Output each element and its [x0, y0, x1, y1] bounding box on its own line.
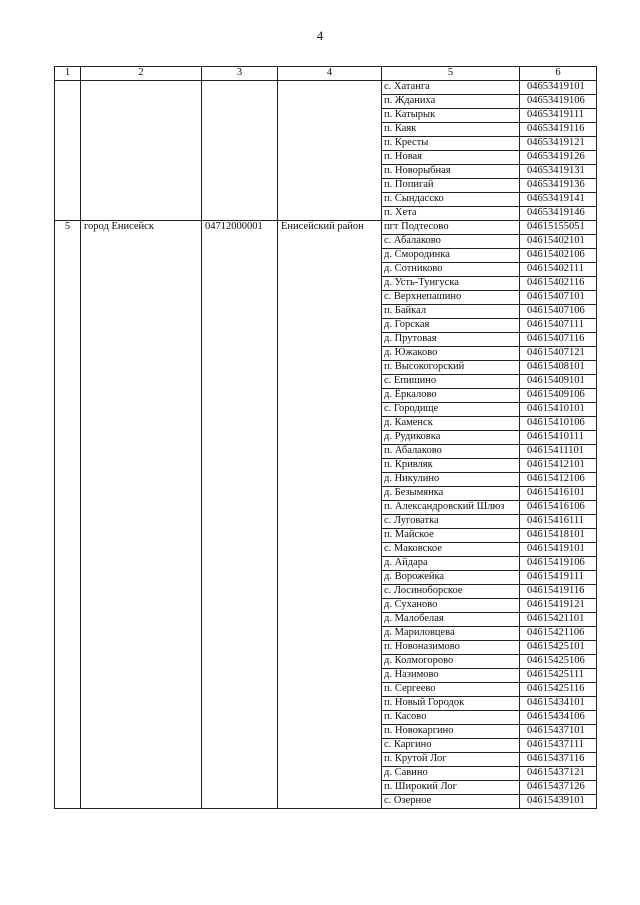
code-cell: 04615437101 [520, 725, 597, 739]
header-col-4: 4 [278, 67, 382, 81]
code-cell: 04615408101 [520, 361, 597, 375]
code-cell: 04615412106 [520, 473, 597, 487]
empty-cell [202, 81, 278, 221]
header-col-3: 3 [202, 67, 278, 81]
settlement-cell: д. Усть-Тунгуска [382, 277, 520, 291]
code-cell: 04615410106 [520, 417, 597, 431]
code-cell: 04653419121 [520, 137, 597, 151]
city-cell: город Енисейск [81, 221, 202, 809]
settlement-cell: д. Никулино [382, 473, 520, 487]
code-cell: 04615407111 [520, 319, 597, 333]
settlement-cell: д. Ворожейка [382, 571, 520, 585]
header-col-2: 2 [81, 67, 202, 81]
settlement-cell: п. Новый Городок [382, 697, 520, 711]
settlement-cell: п. Майское [382, 529, 520, 543]
code-cell: 04615425101 [520, 641, 597, 655]
code-cell: 04615411101 [520, 445, 597, 459]
code-cell: 04615419121 [520, 599, 597, 613]
code-cell: 04615407116 [520, 333, 597, 347]
code-cell: 04615418101 [520, 529, 597, 543]
code-cell: 04615410111 [520, 431, 597, 445]
header-col-1: 1 [55, 67, 81, 81]
settlement-cell: д. Суханово [382, 599, 520, 613]
page-number: 4 [316, 28, 324, 43]
settlement-cell: с. Каргино [382, 739, 520, 753]
settlement-cell: п. Каяк [382, 123, 520, 137]
table-row [55, 221, 597, 235]
empty-cell [278, 81, 382, 221]
code-cell: 04615409106 [520, 389, 597, 403]
settlement-cell: п. Кресты [382, 137, 520, 151]
settlement-cell: п. Байкал [382, 305, 520, 319]
empty-cell [55, 81, 81, 221]
settlement-cell: п. Жданиха [382, 95, 520, 109]
code-cell: 04615437126 [520, 781, 597, 795]
empty-cell [81, 81, 202, 221]
settlement-cell: п. Сергеево [382, 683, 520, 697]
header-col-6: 6 [520, 67, 597, 81]
code-cell: 04615434101 [520, 697, 597, 711]
settlement-cell: д. Малобелая [382, 613, 520, 627]
settlement-cell: п. Кривляк [382, 459, 520, 473]
header-col-5: 5 [382, 67, 520, 81]
code-cell: 04615425111 [520, 669, 597, 683]
code-cell: 04615402111 [520, 263, 597, 277]
code-cell: 04615416101 [520, 487, 597, 501]
settlement-cell: п. Новая [382, 151, 520, 165]
settlements-table [54, 66, 597, 809]
settlement-cell: д. Рудиковка [382, 431, 520, 445]
city-code-cell: 04712000001 [202, 221, 278, 809]
code-cell: 04653419111 [520, 109, 597, 123]
code-cell: 04615402101 [520, 235, 597, 249]
code-cell: 04615155051 [520, 221, 597, 235]
settlement-cell: с. Озерное [382, 795, 520, 809]
settlement-cell: с. Луговатка [382, 515, 520, 529]
settlement-cell: п. Новокаргино [382, 725, 520, 739]
settlement-cell: д. Горская [382, 319, 520, 333]
code-cell: 04615425116 [520, 683, 597, 697]
settlement-cell: с. Хатанга [382, 81, 520, 95]
settlement-cell: п. Новорыбная [382, 165, 520, 179]
code-cell: 04615409101 [520, 375, 597, 389]
settlement-cell: д. Безымянка [382, 487, 520, 501]
settlement-cell: д. Колмогорово [382, 655, 520, 669]
header-row [55, 67, 597, 81]
code-cell: 04653419146 [520, 207, 597, 221]
settlement-cell: п. Катырык [382, 109, 520, 123]
code-cell: 04615419106 [520, 557, 597, 571]
code-cell: 04615425106 [520, 655, 597, 669]
settlement-cell: с. Абалаково [382, 235, 520, 249]
settlement-cell: с. Верхнепашино [382, 291, 520, 305]
code-cell: 04615410101 [520, 403, 597, 417]
settlement-cell: д. Прутовая [382, 333, 520, 347]
code-cell: 04653419136 [520, 179, 597, 193]
code-cell: 04653419101 [520, 81, 597, 95]
code-cell: 04615419116 [520, 585, 597, 599]
code-cell: 04615421106 [520, 627, 597, 641]
table-row [55, 81, 597, 95]
code-cell: 04615437116 [520, 753, 597, 767]
settlement-cell: п. Широкий Лог [382, 781, 520, 795]
code-cell: 04615402106 [520, 249, 597, 263]
code-cell: 04615419101 [520, 543, 597, 557]
code-cell: 04615407101 [520, 291, 597, 305]
settlement-cell: п. Новоназимово [382, 641, 520, 655]
settlement-cell: п. Хета [382, 207, 520, 221]
code-cell: 04615407106 [520, 305, 597, 319]
code-cell: 04615416111 [520, 515, 597, 529]
code-cell: 04615437121 [520, 767, 597, 781]
settlement-cell: с. Городище [382, 403, 520, 417]
code-cell: 04615419111 [520, 571, 597, 585]
settlement-cell: пгт Подтесово [382, 221, 520, 235]
settlement-cell: с. Маковское [382, 543, 520, 557]
settlement-cell: с. Епишино [382, 375, 520, 389]
settlement-cell: п. Абалаково [382, 445, 520, 459]
code-cell: 04615412101 [520, 459, 597, 473]
settlement-cell: д. Назимово [382, 669, 520, 683]
code-cell: 04653419141 [520, 193, 597, 207]
settlement-cell: д. Ёркалово [382, 389, 520, 403]
code-cell: 04653419126 [520, 151, 597, 165]
settlement-cell: д. Мариловцева [382, 627, 520, 641]
settlement-cell: п. Александровский Шлюз [382, 501, 520, 515]
code-cell: 04615407121 [520, 347, 597, 361]
settlement-cell: д. Савино [382, 767, 520, 781]
settlement-cell: д. Смородинка [382, 249, 520, 263]
code-cell: 04615437111 [520, 739, 597, 753]
district-cell: Енисейский район [278, 221, 382, 809]
settlement-cell: п. Высокогорский [382, 361, 520, 375]
code-cell: 04615416106 [520, 501, 597, 515]
settlement-cell: п. Попигай [382, 179, 520, 193]
code-cell: 04653419106 [520, 95, 597, 109]
settlement-cell: п. Крутой Лог [382, 753, 520, 767]
code-cell: 04653419116 [520, 123, 597, 137]
settlement-cell: д. Южаково [382, 347, 520, 361]
group-number-cell: 5 [55, 221, 81, 809]
code-cell: 04615439101 [520, 795, 597, 809]
code-cell: 04615402116 [520, 277, 597, 291]
settlement-cell: д. Каменск [382, 417, 520, 431]
settlement-cell: п. Сындасско [382, 193, 520, 207]
settlement-cell: д. Сотниково [382, 263, 520, 277]
code-cell: 04615421101 [520, 613, 597, 627]
code-cell: 04653419131 [520, 165, 597, 179]
settlement-cell: с. Лосиноборское [382, 585, 520, 599]
settlement-cell: д. Айдара [382, 557, 520, 571]
settlement-cell: п. Касово [382, 711, 520, 725]
code-cell: 04615434106 [520, 711, 597, 725]
